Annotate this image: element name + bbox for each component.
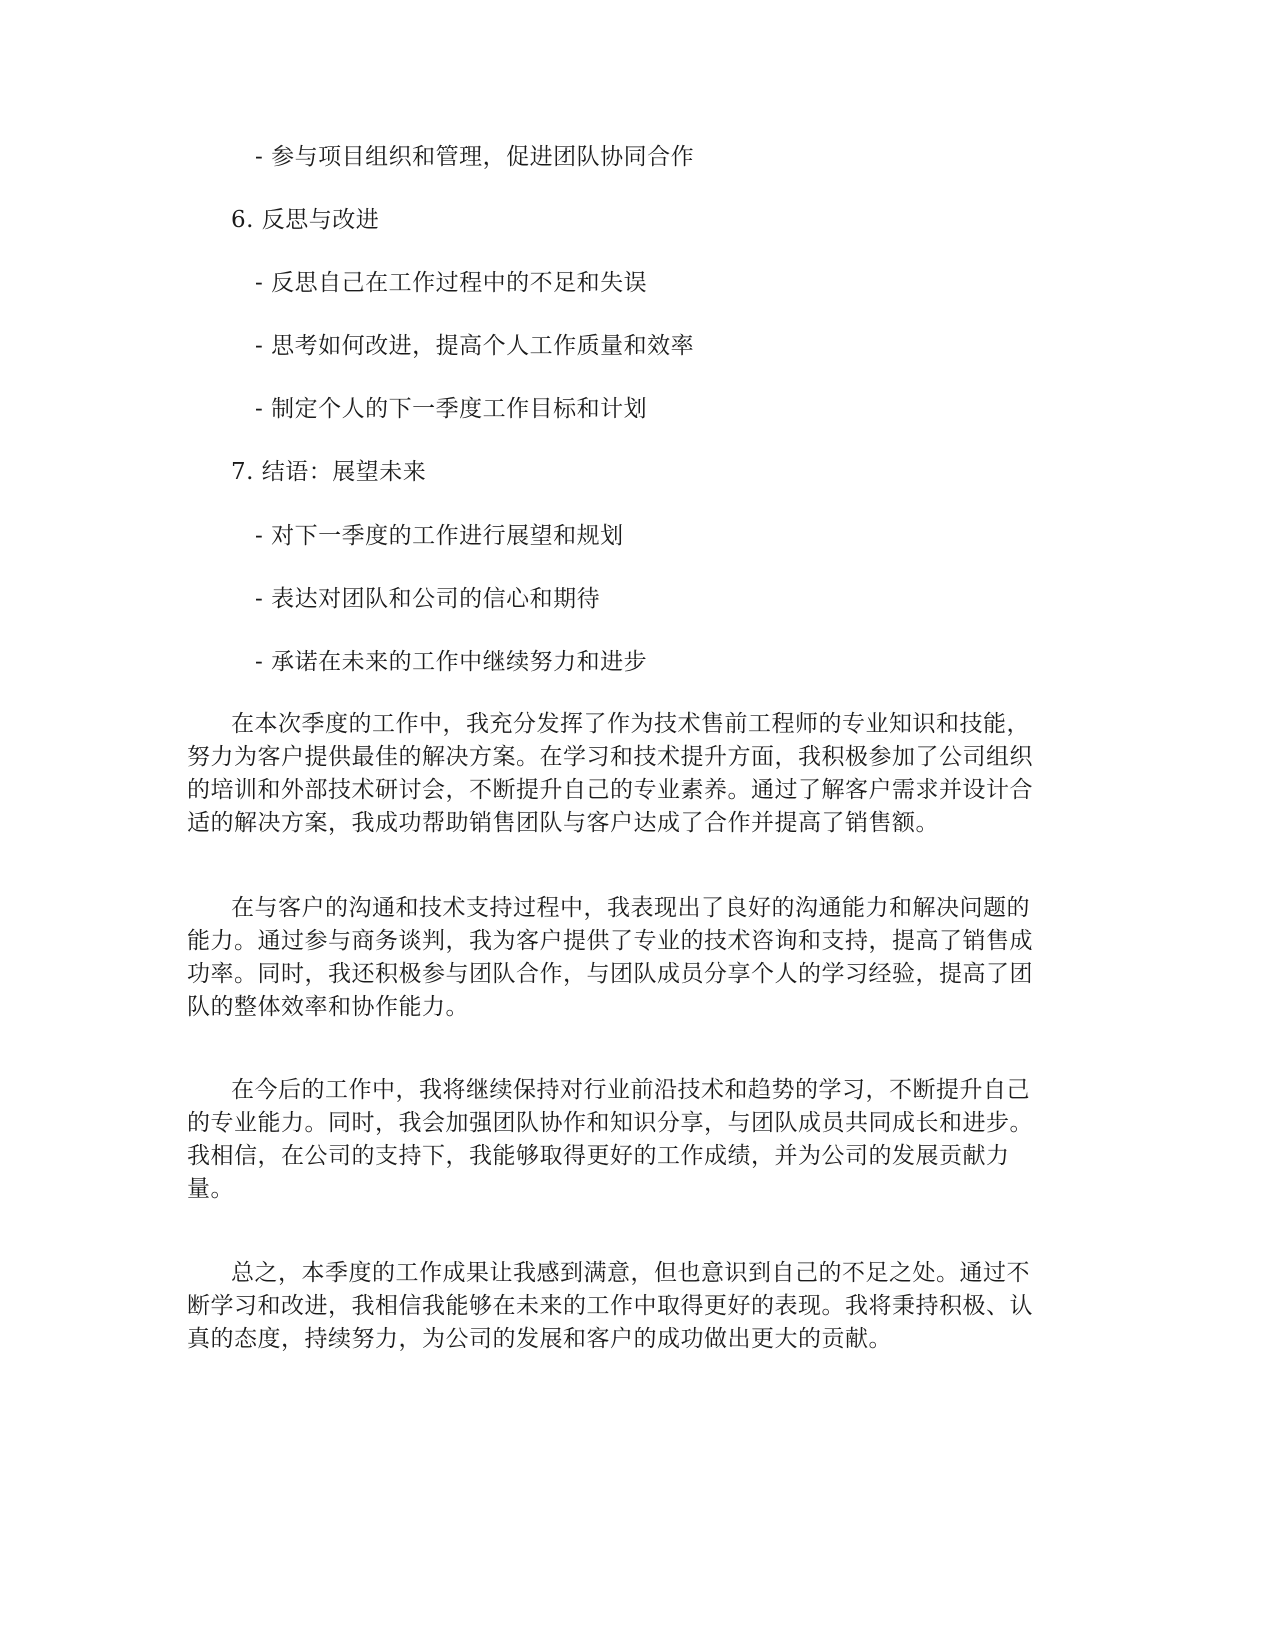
section-heading-7: 7. 结语：展望未来	[231, 459, 427, 485]
paragraph-line: 真的态度，持续努力，为公司的发展和客户的成功做出更大的贡献。	[187, 1326, 892, 1352]
section-heading-6: 6. 反思与改进	[231, 207, 380, 233]
paragraph-line: 在与客户的沟通和技术支持过程中，我表现出了良好的沟通能力和解决问题的	[231, 895, 1030, 921]
list-item: - 表达对团队和公司的信心和期待	[255, 586, 601, 612]
paragraph-line: 适的解决方案，我成功帮助销售团队与客户达成了合作并提高了销售额。	[187, 810, 939, 836]
paragraph-3	[187, 1074, 1087, 1206]
paragraph-line: 努力为客户提供最佳的解决方案。在学习和技术提升方面，我积极参加了公司组织	[187, 744, 1033, 770]
paragraph-line: 的培训和外部技术研讨会，不断提升自己的专业素养。通过了解客户需求并设计合	[187, 777, 1033, 803]
paragraph-line: 断学习和改进，我相信我能够在未来的工作中取得更好的表现。我将秉持积极、认	[187, 1293, 1033, 1319]
paragraph-4	[187, 1257, 1087, 1356]
paragraph-line: 量。	[187, 1176, 234, 1202]
list-item: - 承诺在未来的工作中继续努力和进步	[255, 649, 648, 675]
paragraph-line: 在今后的工作中，我将继续保持对行业前沿技术和趋势的学习，不断提升自己	[231, 1077, 1030, 1103]
paragraph-line: 功率。同时，我还积极参与团队合作，与团队成员分享个人的学习经验，提高了团	[187, 961, 1033, 987]
paragraph-line: 在本次季度的工作中，我充分发挥了作为技术售前工程师的专业知识和技能，	[231, 711, 1030, 737]
paragraph-line: 的专业能力。同时，我会加强团队协作和知识分享，与团队成员共同成长和进步。	[187, 1110, 1033, 1136]
list-item: - 思考如何改进，提高个人工作质量和效率	[255, 333, 695, 359]
paragraph-line: 我相信，在公司的支持下，我能够取得更好的工作成绩，并为公司的发展贡献力	[187, 1143, 1010, 1169]
paragraph-line: 总之，本季度的工作成果让我感到满意，但也意识到自己的不足之处。通过不	[231, 1260, 1030, 1286]
list-item: - 对下一季度的工作进行展望和规划	[255, 523, 624, 549]
list-item: - 参与项目组织和管理，促进团队协同合作	[255, 144, 695, 170]
list-item: - 制定个人的下一季度工作目标和计划	[255, 396, 648, 422]
paragraph-line: 能力。通过参与商务谈判，我为客户提供了专业的技术咨询和支持，提高了销售成	[187, 928, 1033, 954]
paragraph-line: 队的整体效率和协作能力。	[187, 994, 469, 1020]
paragraph-1	[187, 708, 1087, 840]
paragraph-2	[187, 892, 1087, 1024]
list-item: - 反思自己在工作过程中的不足和失误	[255, 270, 648, 296]
